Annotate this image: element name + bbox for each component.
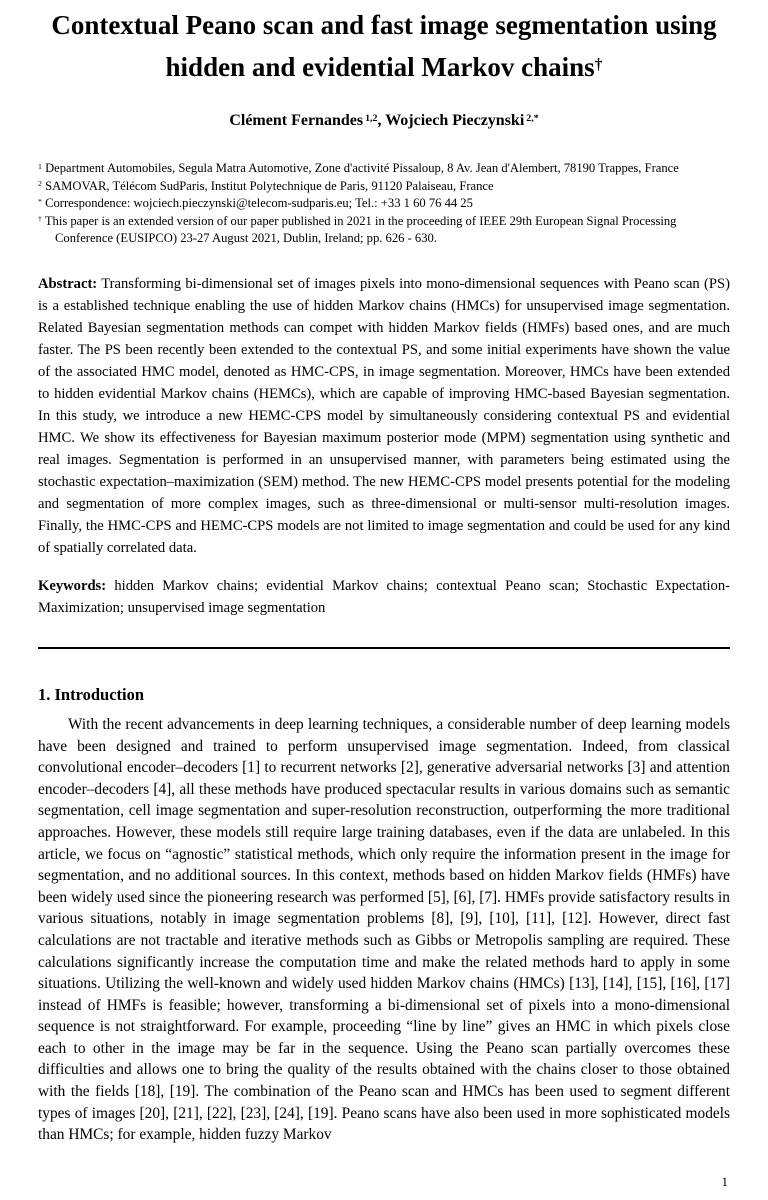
correspondence-note <box>38 195 730 213</box>
affiliation-1-text: Department Automobiles, Segula Matra Automotive, Zone d'activité Pissaloup, 8 Av. Jean d'Alembert, 78190 Trappes, France <box>45 161 679 175</box>
affiliation-2-marker: 2 <box>38 179 42 189</box>
authors-separator: , <box>377 112 386 129</box>
section-1-heading: 1. Introduction <box>38 684 145 704</box>
paper-title <box>38 4 730 88</box>
correspondence-phone: ; Tel.: +33 1 60 76 44 25 <box>348 196 473 211</box>
keywords-paragraph <box>38 575 730 619</box>
correspondence-email[interactable]: wojciech.pieczynski@telecom-sudparis.eu <box>133 196 349 211</box>
author-2-affiliation-marker: 2,* <box>526 112 539 124</box>
correspondence-marker: * <box>38 196 42 206</box>
extended-version-marker: † <box>38 214 42 224</box>
author-1-affiliation-marker: 1,2 <box>365 112 378 124</box>
author-1-name: Clément Fernandes <box>229 112 364 129</box>
keywords-label: Keywords: <box>38 577 107 594</box>
author-2-name: Wojciech Pieczynski <box>385 112 525 129</box>
keywords-text: hidden Markov chains; evidential Markov chains; contextual Peano scan; Stochastic Expectation-Maximization; unsupervised image segmentation <box>38 577 730 616</box>
title-dagger-marker: † <box>594 55 603 73</box>
affiliation-1-marker: 1 <box>38 161 42 171</box>
extended-version-text: This paper is an extended version of our paper published in 2021 in the proceeding of IEEE 29th European Signal Processing Conference (EUSIPCO) 23-27 August 2021, Dublin, Ireland; pp. 626 - 630. <box>44 213 677 246</box>
affiliation-2-text: SAMOVAR, Télécom SudParis, Institut Polytechnique de Paris, 91120 Palaiseau, France <box>45 178 494 193</box>
affiliation-1 <box>38 160 730 178</box>
page-number: 1 <box>721 1174 728 1189</box>
introduction-paragraph-1: With the recent advancements in deep learning techniques, a considerable number of deep learning models have been designed and trained to perform unsupervised image segmentation. Indeed, from classical convolutional encoder–decoders [1] to recurrent networks [2], generative adversarial networks [3] and attention encoder–decoders [4], all these methods have produced spectacular results in various domains such as semantic segmentation, cell image segmentation and super-resolution reconstruction, outperforming the more traditional approaches. However, these models still require large training databases, even if the data are unlabeled. In this article, we focus on “agnostic” statistical methods, which only require the information present in the image for segmentation, and no additional sources. In this context, methods based on hidden Markov fields (HMFs) have been widely used since the pioneering research was performed [5], [6], [7]. HMFs provide satisfactory results in various situations, notably in image segmentation problems [8], [9], [10], [11], [12]. However, direct fast calculations are not tractable and iterative methods such as Gibbs or Metropolis sampling are required. These calculations significantly increase the computation time and make the related methods hard to apply in some situations. Utilizing the well-known and widely used hidden Markov chains (HMCs) [13], [14], [15], [16], [17] instead of HMFs is feasible; however, transforming a bi-dimensional set of pixels into a mono-dimensional sequence is not straightforward. For example, proceeding “line by line” gives an HMC in which pixels close each to other in the image may be far in the sequence. Using the Peano scan partially overcomes these difficulties and allows one to bring the quality of the results obtained with the chains closer to those obtained with the fields [18], [19]. The combination of the Peano scan and HMCs has been used to segment different types of images [20], [21], [22], [23], [24], [19]. Peano scans have also been used in more sophisticated models than HMCs; for example, hidden fuzzy Markov <box>38 715 730 1144</box>
paper-title-text: Contextual Peano scan and fast image segmentation using hidden and evidential Markov chains <box>51 10 717 82</box>
section-divider <box>38 647 730 649</box>
abstract-paragraph <box>38 273 730 559</box>
correspondence-label: Correspondence: <box>45 196 134 211</box>
abstract-label: Abstract: <box>38 275 98 292</box>
affiliations-block <box>38 160 730 248</box>
extended-version-note <box>38 213 730 248</box>
authors-line <box>38 112 730 130</box>
abstract-text: Transforming bi-dimensional set of images pixels into mono-dimensional sequences with Peano scan (PS) is a established technique enabling the use of hidden Markov chains (HMCs) for unsupervised image segmentation. Related Bayesian segmentation methods can compet with hidden Markov fields (HMFs) based ones, and are much faster. The PS been recently been extended to the contextual PS, and some initial experiments have shown the value of the associated HMC model, denoted as HMC-CPS, in image segmentation. Moreover, HMCs have been extended to hidden evidential Markov chains (HEMCs), which are capable of improving HMC-based Bayesian segmentation. In this study, we introduce a new HEMC-CPS model by simultaneously considering contextual PS and evidential HMC. We show its effectiveness for Bayesian maximum posterior mode (MPM) segmentation using synthetic and real images. Segmentation is performed in an unsupervised manner, with parameters being estimated using the stochastic expectation–maximization (SEM) method. The new HEMC-CPS model presents potential for the modeling and segmentation of more complex images, such as three-dimensional or multi-sensor multi-resolution images. Finally, the HMC-CPS and HEMC-CPS models are not limited to image segmentation and could be used for any kind of spatially correlated data. <box>38 275 731 556</box>
affiliation-2 <box>38 178 730 196</box>
